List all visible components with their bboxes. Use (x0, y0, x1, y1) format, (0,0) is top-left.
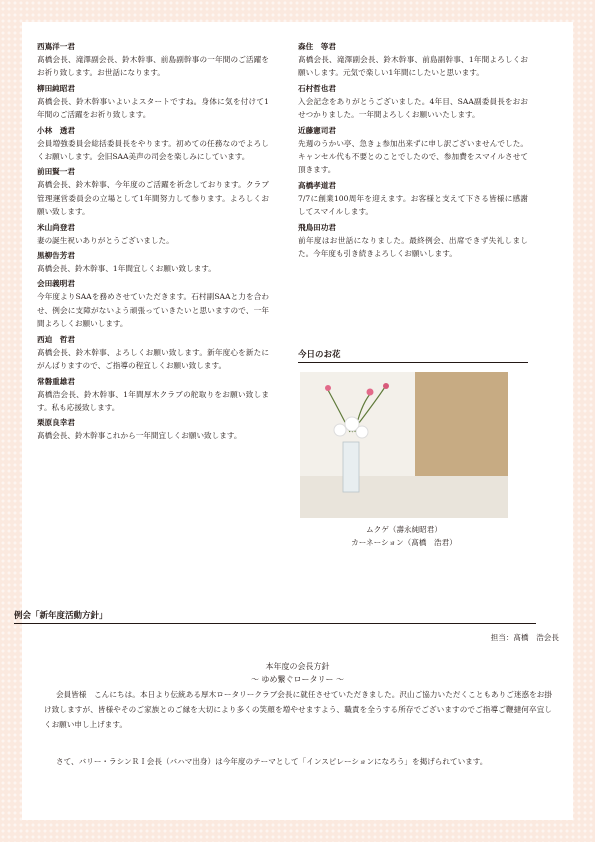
reikai-paragraph-2: さて、バリー・ラシンＲＩ会長（バハマ出身）は今年度のテーマとして「インスピレーションになろう」を掲げられています。 (56, 757, 488, 766)
member-name: 石村哲也君 (298, 83, 336, 93)
member-name: 高橋孝道君 (298, 180, 336, 190)
flower-photo (300, 372, 508, 518)
flower-vase-image (300, 372, 508, 518)
member-name: 西迫 哲君 (37, 334, 75, 344)
member-name: 栗原良幸君 (37, 418, 75, 428)
member-message: 前年度はお世話になりました。最終例会、出席できず失礼しました。今年度も引き続きよろしくお願いします。 (298, 235, 528, 259)
member-message: 会員増強委員会総括委員長をやります。初めての任務なのでよろしくお願いします。会旧SAA美声の司会を楽しみにしています。 (37, 138, 269, 162)
member-message: 先週のうかい亭、急きょ参加出来ずに申し訳ございませんでした。キャンセル代も不要とのことでしたので、参加費をスマイルさせて頂きます。 (298, 138, 528, 175)
member-name: 近藤憲司君 (298, 125, 336, 135)
member-name: 前田賢一君 (37, 167, 75, 177)
member-message: 髙橋会長、鈴木幹事これから一年間宜しくお願い致します。 (37, 431, 242, 441)
member-message: 髙橋浩会長、鈴木幹事、1年間厚木クラブの舵取りをお願い致します。私も応援致します。 (37, 389, 269, 412)
member-name: 飛鳥田功君 (298, 222, 336, 232)
right-message-list (298, 41, 528, 260)
right-column (298, 38, 528, 262)
member-message: 今年度よりSAAを務めさせていただきます。石村副SAAと力を合わせ、例会に支障がないよう頑張っていきたいと思いますので、一年間よろしくお願いします。 (37, 292, 269, 329)
member-message: 髙橋会長、滝澤副会長、鈴木幹事、前島副幹事の一年間のご活躍をお祈り致します。お世話になります。 (37, 55, 269, 78)
kicho-subtitle: ～ ゆめ繋ぐロータリー ～ (250, 675, 345, 684)
left-message-list (37, 41, 269, 443)
member-name: 森住 等君 (298, 42, 336, 51)
member-message: 髙橋会長、鈴木幹事いよいよスタートですね。身体に気を付けて1年間のご活躍をお祈り致します。 (37, 96, 269, 120)
member-name: 黒柳告芳君 (37, 251, 75, 261)
kicho-title: 本年度の会長方針 (265, 662, 330, 671)
flower-caption-1: ムクゲ（壽永純昭君） (366, 525, 442, 534)
left-column (37, 38, 269, 445)
member-message: 7/7に創業100周年を迎えます。お客様と支えて下さる皆様に感謝してスマイルします。 (298, 193, 528, 217)
reikai-heading: 例会「新年度活動方針」 (14, 609, 536, 624)
member-message: 髙橋会長、鈴木幹事、1年間宜しくお願い致します。 (37, 264, 216, 274)
reikai-tanto: 担当：髙橋 浩会長 (490, 633, 559, 642)
member-name: 米山尚登君 (37, 222, 75, 232)
member-name: 西嶌洋一君 (37, 42, 75, 51)
flower-caption-2: カーネーション（髙橋 浩君） (351, 538, 457, 547)
member-message: 髙橋会長、鈴木幹事、よろしくお願い致します。新年度心を新たにがんばりますので、ご指導の程宜しくお願い致します。 (37, 347, 269, 371)
flower-captions (300, 523, 508, 549)
member-name: 柳田純昭君 (37, 83, 75, 93)
member-message: 妻の誕生祝いありがとうございました。 (37, 235, 174, 245)
member-name: 常磐重雄君 (37, 376, 75, 386)
flowers-heading: 今日のお花 (298, 348, 528, 363)
member-name: 会田義明君 (37, 279, 75, 289)
member-message: 髙橋会長、滝澤副会長、鈴木幹事、前島副幹事、1年間よろしくお願いします。元気で楽しい1年間にしたいと思います。 (298, 55, 528, 78)
reikai-paragraph-1: 会員皆様 こんにちは。本日より伝統ある厚木ロータリークラブ会長に就任させていただきました。沢山ご協力いただくこともありご迷惑をお掛け致しますが、皆様やそのご家族とのご縁を大切により多くの笑顔を増やせますよう、職責を全うする所存でございますのでご指導ご鞭撻何卒宜しくお願い申し上げます。 (44, 690, 552, 729)
member-name: 小林 透君 (37, 125, 75, 135)
member-message: 入会記念をありがとうございました。4年目、SAA副委員長をおおせつかりました。一年間よろしくお願いいたします。 (298, 96, 528, 120)
member-message: 髙橋会長、鈴木幹事、今年度のご活躍を祈念しております。クラブ管理運営委員会の立場として1年間努力して参ります。よろしくお願い致します。 (37, 180, 269, 217)
